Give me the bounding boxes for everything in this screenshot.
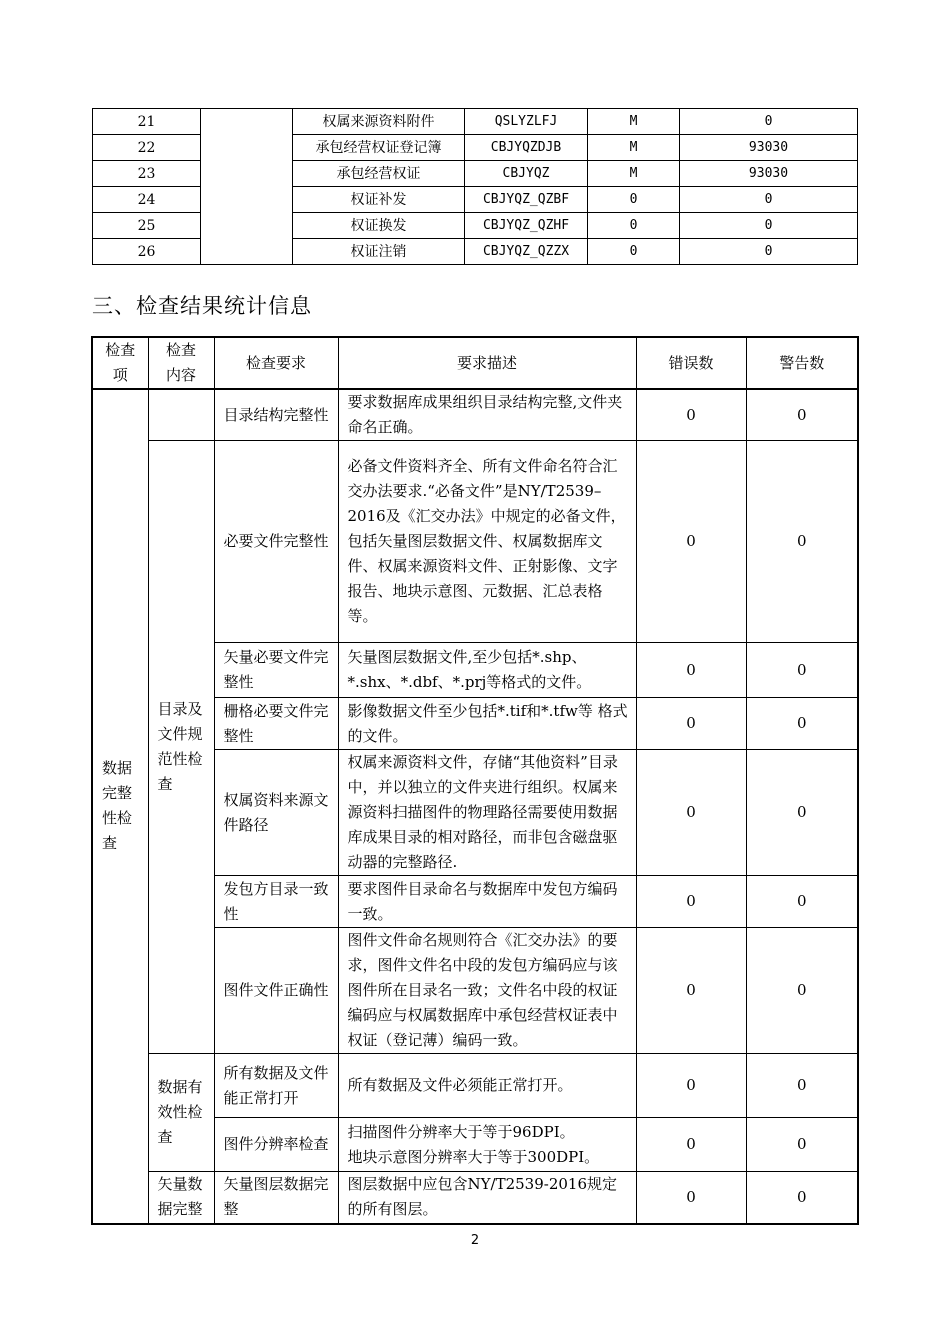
error-count: 0 xyxy=(636,1118,746,1172)
requirement: 所有数据及文件能正常打开 xyxy=(214,1054,338,1118)
error-count: 0 xyxy=(636,389,746,441)
row-number: 21 xyxy=(93,109,201,135)
file-name: 权属来源资料附件 xyxy=(293,109,465,135)
description xyxy=(338,441,636,643)
required-flag: M xyxy=(588,135,680,161)
description: 要求图件目录命名与数据库中发包方编码一致。 xyxy=(338,876,636,928)
warning-count: 0 xyxy=(746,389,858,441)
record-count: 0 xyxy=(680,239,858,265)
requirement: 目录结构完整性 xyxy=(214,389,338,441)
row-number: 23 xyxy=(93,161,201,187)
check-content: 数据有效性检查 xyxy=(148,1054,214,1172)
description: 权属来源资料文件，存储“其他资料”目录中，并以独立的文件夹进行组织。权属来源资料扫描图件的物理路径需要使用数据库成果目录的相对路径，而非包含磁盘驱动器的完整路径. xyxy=(338,750,636,876)
check-content xyxy=(148,389,214,441)
warning-count: 0 xyxy=(746,698,858,750)
table-row xyxy=(92,389,858,441)
inspection-results-table xyxy=(91,336,859,1225)
file-name: 承包经营权证登记簿 xyxy=(293,135,465,161)
requirement: 矢量必要文件完整性 xyxy=(214,643,338,698)
description-line: 地块示意图分辨率大于等于300DPI。 xyxy=(347,1147,600,1166)
file-name: 权证注销 xyxy=(293,239,465,265)
requirement: 权属资料来源文件路径 xyxy=(214,750,338,876)
required-flag: 0 xyxy=(588,239,680,265)
warning-count: 0 xyxy=(746,928,858,1054)
record-count: 0 xyxy=(680,109,858,135)
header-row xyxy=(92,337,858,389)
required-flag: M xyxy=(588,109,680,135)
description: 图层数据中应包含NY/T2539-2016规定 的所有图层。 xyxy=(338,1172,636,1224)
error-count: 0 xyxy=(636,643,746,698)
file-code: CBJYQZ xyxy=(465,161,588,187)
requirement: 栅格必要文件完整性 xyxy=(214,698,338,750)
requirement: 发包方目录一致性 xyxy=(214,876,338,928)
description-line: 2016及《汇交办法》中规定的必备文件，包括矢量图层数据文件、权属数据库文件、权属来源资料文件、正射影像、文字报告、地块示意图、元数据、汇总表格等。 xyxy=(347,507,626,625)
file-code: QSLYZLFJ xyxy=(465,109,588,135)
file-list-table xyxy=(92,108,858,265)
header-requirement: 检查要求 xyxy=(214,337,338,389)
description-line: 必备文件资料齐全、所有文件命名符合汇交办法要求.“必备文件”是NY/T2539– xyxy=(347,457,618,500)
description: 图件文件命名规则符合《汇交办法》的要求，图件文件名中段的发包方编码应与该图件所在目录名一致；文件名中段的权证编码应与权属数据库中承包经营权证表中权证（登记薄）编码一致。 xyxy=(338,928,636,1054)
file-code: CBJYQZ_QZBF xyxy=(465,187,588,213)
page-number: 2 xyxy=(470,1233,480,1248)
file-code: CBJYQZ_QZHF xyxy=(465,213,588,239)
header-errors: 错误数 xyxy=(636,337,746,389)
table-row xyxy=(93,109,858,135)
header-description: 要求描述 xyxy=(338,337,636,389)
file-code: CBJYQZDJB xyxy=(465,135,588,161)
description-line: 扫描图件分辨率大于等于96DPI。 xyxy=(347,1122,575,1141)
file-code: CBJYQZ_QZZX xyxy=(465,239,588,265)
table-row xyxy=(92,1054,858,1118)
group-cell xyxy=(201,109,293,265)
record-count: 93030 xyxy=(680,135,858,161)
record-count: 0 xyxy=(680,187,858,213)
description xyxy=(338,1118,636,1172)
requirement: 矢量图层数据完整 xyxy=(214,1172,338,1224)
warning-count: 0 xyxy=(746,441,858,643)
warning-count: 0 xyxy=(746,1172,858,1224)
warning-count: 0 xyxy=(746,1054,858,1118)
table-row xyxy=(92,1172,858,1224)
required-flag: M xyxy=(588,161,680,187)
section-heading: 三、检查结果统计信息 xyxy=(92,294,312,318)
requirement: 必要文件完整性 xyxy=(214,441,338,643)
error-count: 0 xyxy=(636,928,746,1054)
description: 要求数据库成果组织目录结构完整,文件夹命名正确。 xyxy=(338,389,636,441)
row-number: 24 xyxy=(93,187,201,213)
required-flag: 0 xyxy=(588,187,680,213)
file-name: 权证补发 xyxy=(293,187,465,213)
error-count: 0 xyxy=(636,876,746,928)
file-name: 权证换发 xyxy=(293,213,465,239)
header-content: 检查内容 xyxy=(148,337,214,389)
file-name: 承包经营权证 xyxy=(293,161,465,187)
check-content: 矢量数据完整 xyxy=(148,1172,214,1224)
description: 影像数据文件至少包括*.tif和*.tfw等 格式的文件。 xyxy=(338,698,636,750)
error-count: 0 xyxy=(636,698,746,750)
description: 矢量图层数据文件,至少包括*.shp、*.shx、*.dbf、*.prj等格式的文件。 xyxy=(338,643,636,698)
error-count: 0 xyxy=(636,750,746,876)
check-content: 目录及文件规范性检查 xyxy=(148,441,214,1054)
error-count: 0 xyxy=(636,1054,746,1118)
required-flag: 0 xyxy=(588,213,680,239)
table-row xyxy=(92,441,858,643)
error-count: 0 xyxy=(636,441,746,643)
requirement: 图件文件正确性 xyxy=(214,928,338,1054)
row-number: 26 xyxy=(93,239,201,265)
row-number: 25 xyxy=(93,213,201,239)
warning-count: 0 xyxy=(746,643,858,698)
requirement: 图件分辨率检查 xyxy=(214,1118,338,1172)
row-number: 22 xyxy=(93,135,201,161)
record-count: 0 xyxy=(680,213,858,239)
description: 所有数据及文件必须能正常打开。 xyxy=(338,1054,636,1118)
check-item: 数据完整性检查 xyxy=(92,389,148,1224)
warning-count: 0 xyxy=(746,750,858,876)
header-warnings: 警告数 xyxy=(746,337,858,389)
warning-count: 0 xyxy=(746,1118,858,1172)
warning-count: 0 xyxy=(746,876,858,928)
error-count: 0 xyxy=(636,1172,746,1224)
header-item: 检查项 xyxy=(92,337,148,389)
record-count: 93030 xyxy=(680,161,858,187)
